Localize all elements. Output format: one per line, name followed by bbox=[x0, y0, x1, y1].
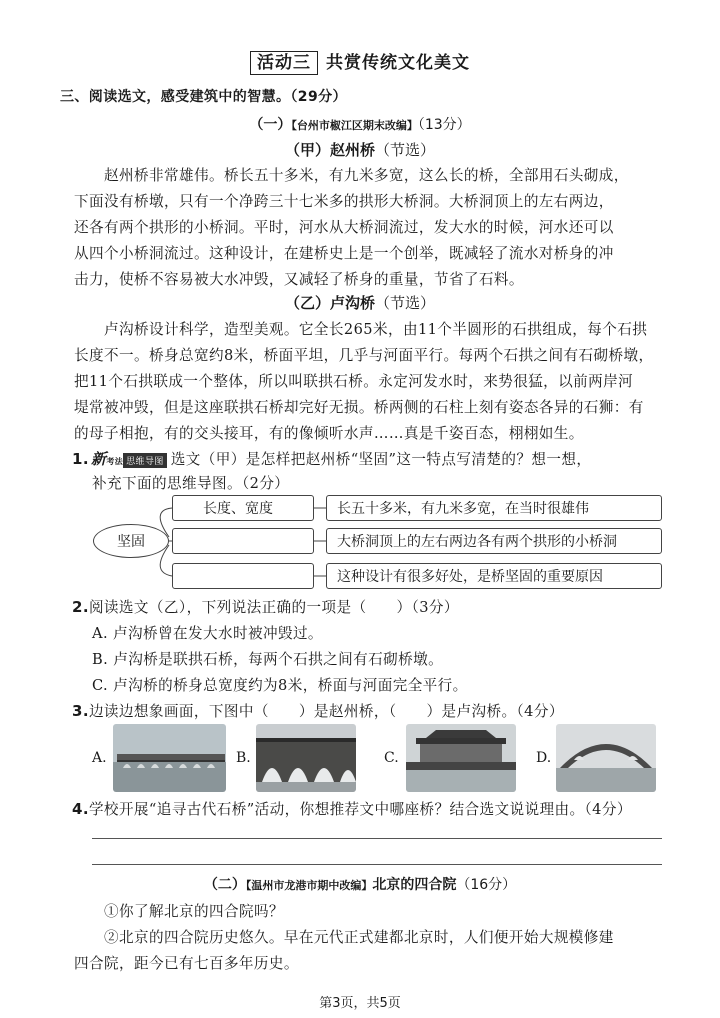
q1-number: 1. bbox=[72, 450, 89, 468]
activity-name: 共赏传统文化美文 bbox=[326, 53, 470, 73]
q1-text: 选文（甲）是怎样把赵州桥“坚固”这一特点写清楚的？想一想， bbox=[170, 451, 592, 468]
jia-line: 还各有两个拱形的小桥洞。平时，河水从大桥洞流过，发大水的时候，河水还可以 bbox=[74, 219, 614, 236]
mindmap-right-box: 这种设计有很多好处，是桥坚固的重要原因 bbox=[326, 563, 662, 589]
section2-paragraph: ②北京的四合院历史悠久。早在元代正式建都北京时，人们便开始大规模修建 bbox=[104, 929, 614, 946]
q3-text: 边读边想象画面，下图中（ ）是赵州桥，（ ）是卢沟桥。（4分） bbox=[88, 703, 564, 720]
part-instruction: 三、阅读选文，感受建筑中的智慧。（29分） bbox=[60, 89, 347, 105]
bridge-illustration-d bbox=[556, 724, 656, 792]
bridge-photo-d bbox=[556, 724, 656, 792]
activity-label: 活动三 bbox=[250, 51, 318, 75]
q3-choice-d[interactable]: D. bbox=[536, 750, 552, 766]
mindmap-right-box: 长五十多米，有九米多宽，在当时很雄伟 bbox=[326, 495, 662, 521]
yi-line: 长度不一。桥身总宽约8米，桥面平坦，几乎与河面平行。每两个石拱之间有石砌桥墩， bbox=[74, 347, 654, 364]
yi-line: 堤常被冲毁，但是这座联拱石桥却完好无损。桥两侧的石柱上刻有姿态各异的石狮：有 bbox=[74, 399, 644, 416]
section2-paragraph: 四合院，距今已有七百多年历史。 bbox=[74, 955, 299, 972]
jia-line: 下面没有桥墩，只有一个净跨三十七米多的拱形大桥洞。大桥洞顶上的左右两边， bbox=[74, 193, 614, 210]
q3-number: 3. bbox=[72, 702, 89, 720]
section1-source: 【台州市椒江区期末改编】 bbox=[291, 119, 418, 132]
section2-number: （二） bbox=[203, 877, 246, 893]
q2-option[interactable]: C. 卢沟桥的桥身总宽度约为8米，桥面与河面完全平行。 bbox=[92, 677, 468, 694]
yi-note: （节选） bbox=[375, 294, 436, 312]
answer-line[interactable] bbox=[92, 838, 662, 839]
q1-text-2: 补充下面的思维导图。（2分） bbox=[92, 475, 290, 492]
mindmap-left-box: 长度、宽度 bbox=[172, 495, 314, 521]
tag-kaofa: 考法 bbox=[106, 457, 124, 466]
q2-option[interactable]: B. 卢沟桥是联拱石桥，每两个石拱之间有石砌桥墩。 bbox=[92, 651, 444, 668]
q2-number: 2. bbox=[72, 598, 89, 616]
jia-title: （甲）赵州桥 bbox=[284, 141, 375, 159]
q4-text: 学校开展“追寻古代石桥”活动，你想推荐文中哪座桥？结合选文说说理由。（4分） bbox=[88, 801, 632, 818]
bridge-photo-b bbox=[256, 724, 356, 792]
mindmap-right-box: 大桥洞顶上的左右两边各有两个拱形的小桥洞 bbox=[326, 528, 662, 554]
q2-text: 阅读选文（乙），下列说法正确的一项是（ ）（3分） bbox=[88, 599, 459, 616]
yi-line: 卢沟桥设计科学，造型美观。它全长265米，由11个半圆形的石拱组成，每个石拱 bbox=[104, 321, 648, 338]
bridge-illustration-a bbox=[113, 724, 226, 792]
section2-title: 北京的四合院 bbox=[372, 877, 457, 893]
q3-choice-b[interactable]: B. bbox=[236, 750, 251, 766]
jia-note: （节选） bbox=[375, 141, 436, 159]
bridge-photo-a bbox=[113, 724, 226, 792]
yi-line: 的母子相抱，有的交头接耳，有的像倾听水声……真是千姿百态，栩栩如生。 bbox=[74, 425, 584, 442]
q3-choice-c[interactable]: C. bbox=[384, 750, 399, 766]
section2-heading bbox=[0, 874, 720, 894]
tag-new: 新 bbox=[90, 450, 107, 468]
mindmap-left-blank[interactable] bbox=[172, 528, 314, 554]
section1-score: （13分） bbox=[417, 117, 471, 133]
q3-choice-a[interactable]: A. bbox=[92, 750, 107, 766]
q2-line bbox=[72, 596, 652, 617]
answer-line[interactable] bbox=[92, 864, 662, 865]
jia-line: 赵州桥非常雄伟。桥长五十多米，有九米多宽，这么长的桥，全部用石头砌成， bbox=[104, 167, 629, 184]
mindmap-left-blank[interactable] bbox=[172, 563, 314, 589]
mindmap-center: 坚固 bbox=[93, 524, 169, 558]
q3-line bbox=[72, 700, 652, 721]
bridge-illustration-b bbox=[256, 724, 356, 792]
tag-mindmap: 思维导图 bbox=[123, 453, 167, 468]
jia-line: 击力，使桥不容易被大水冲毁，又减轻了桥身的重量，节省了石料。 bbox=[74, 271, 524, 288]
section1-number: （一） bbox=[249, 117, 292, 133]
q2-option[interactable]: A. 卢沟桥曾在发大水时被冲毁过。 bbox=[92, 625, 323, 642]
section2-score: （16分） bbox=[456, 877, 517, 893]
jia-line: 从四个小桥洞流过。这种设计，在建桥史上是一个创举，既减轻了流水对桥身的冲 bbox=[74, 245, 614, 262]
q4-line bbox=[72, 798, 652, 819]
yi-title: （乙）卢沟桥 bbox=[284, 294, 375, 312]
section2-source: 【温州市龙港市期中改编】 bbox=[245, 879, 373, 892]
yi-line: 把11个石拱联成一个整体，所以叫联拱石桥。永定河发水时，来势很猛，以前两岸河 bbox=[74, 373, 634, 390]
section2-paragraph: ①你了解北京的四合院吗？ bbox=[104, 903, 284, 920]
bridge-illustration-c bbox=[406, 724, 516, 792]
bridge-photo-c bbox=[406, 724, 516, 792]
page-number: 第3页，共5页 bbox=[319, 996, 401, 1011]
q4-number: 4. bbox=[72, 800, 89, 818]
